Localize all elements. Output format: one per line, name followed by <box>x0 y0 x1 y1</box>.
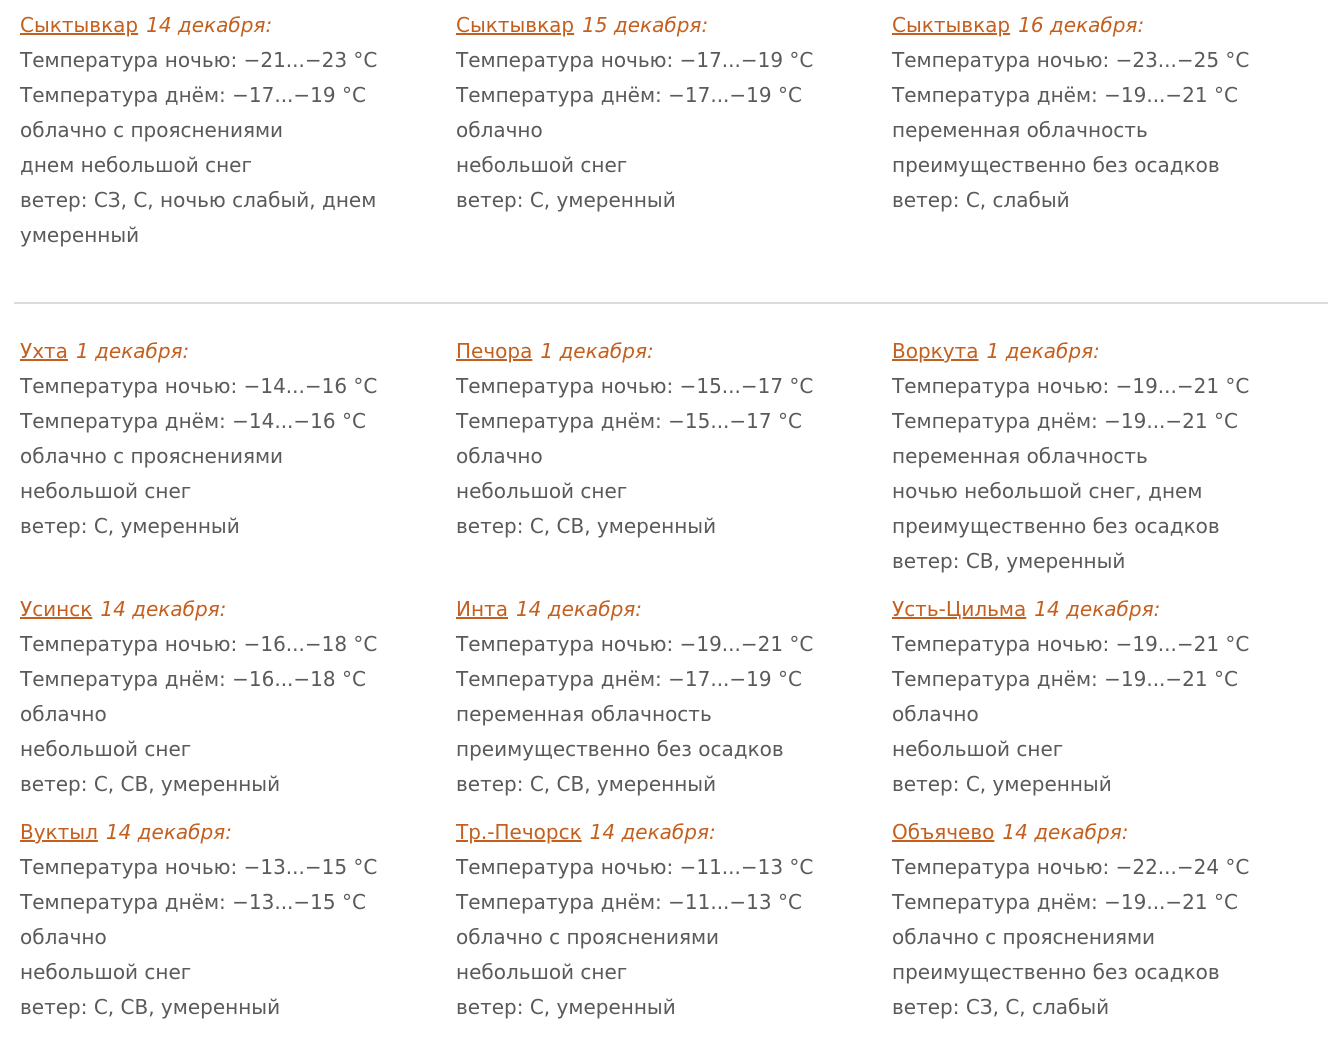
forecast-header <box>892 592 1328 627</box>
day-temperature: Температура днём: −13...−15 °C <box>20 890 366 914</box>
forecast-detail: ночью небольшой снег, днем <box>892 479 1203 503</box>
forecast-detail: небольшой снег <box>456 479 628 503</box>
day-temperature: Температура днём: −19...−21 °C <box>892 667 1238 691</box>
city-link[interactable]: Печора <box>456 339 533 363</box>
city-link[interactable]: Сыктывкар <box>892 13 1011 37</box>
night-temperature: Температура ночью: −17...−19 °C <box>456 48 814 72</box>
forecast-card <box>892 592 1328 802</box>
forecast-date: 1 декабря: <box>75 339 190 363</box>
night-temperature: Температура ночью: −13...−15 °C <box>20 855 378 879</box>
day-temperature: Температура днём: −11...−13 °C <box>456 890 802 914</box>
forecast-detail: небольшой снег <box>20 479 192 503</box>
forecast-detail: облачно с прояснениями <box>20 444 284 468</box>
day-temperature: Температура днём: −19...−21 °C <box>892 409 1238 433</box>
forecast-header <box>456 334 892 369</box>
forecast-detail: ветер: С, СВ, умеренный <box>456 514 717 538</box>
forecast-header <box>892 8 1328 43</box>
day-temperature: Температура днём: −19...−21 °C <box>892 890 1238 914</box>
forecast-detail: переменная облачность <box>892 118 1148 142</box>
forecast-detail: небольшой снег <box>20 960 192 984</box>
day-temperature: Температура днём: −15...−17 °C <box>456 409 802 433</box>
forecast-card <box>456 592 892 802</box>
forecast-card <box>20 815 456 1025</box>
forecast-card <box>892 815 1328 1025</box>
day-temperature: Температура днём: −19...−21 °C <box>892 83 1238 107</box>
night-temperature: Температура ночью: −21...−23 °C <box>20 48 378 72</box>
night-temperature: Температура ночью: −23...−25 °C <box>892 48 1250 72</box>
forecast-header <box>20 592 456 627</box>
city-link[interactable]: Инта <box>456 597 508 621</box>
night-temperature: Температура ночью: −15...−17 °C <box>456 374 814 398</box>
city-link[interactable]: Усть-Цильма <box>892 597 1027 621</box>
forecast-detail: облачно с прояснениями <box>20 118 284 142</box>
forecast-section-cities <box>0 334 1328 1038</box>
forecast-card <box>20 8 456 253</box>
forecast-detail: ветер: С, СВ, умеренный <box>20 995 281 1019</box>
forecast-date: 14 декабря: <box>105 820 232 844</box>
forecast-detail: небольшой снег <box>892 737 1064 761</box>
section-divider <box>14 302 1328 304</box>
forecast-card <box>456 815 892 1025</box>
forecast-detail: небольшой снег <box>456 153 628 177</box>
forecast-detail: облачно <box>20 925 107 949</box>
forecast-date: 14 декабря: <box>146 13 273 37</box>
city-link[interactable]: Усинск <box>20 597 93 621</box>
forecast-card <box>20 592 456 802</box>
forecast-date: 15 декабря: <box>582 13 709 37</box>
forecast-detail: преимущественно без осадков <box>456 737 784 761</box>
forecast-detail: облачно с прояснениями <box>892 925 1156 949</box>
night-temperature: Температура ночью: −16...−18 °C <box>20 632 378 656</box>
forecast-detail: умеренный <box>20 223 140 247</box>
forecast-header <box>20 334 456 369</box>
day-temperature: Температура днём: −17...−19 °C <box>456 83 802 107</box>
forecast-detail: облачно <box>456 444 543 468</box>
forecast-detail: небольшой снег <box>456 960 628 984</box>
forecast-detail: ветер: СЗ, С, ночью слабый, днем <box>20 188 377 212</box>
night-temperature: Температура ночью: −19...−21 °C <box>892 374 1250 398</box>
city-link[interactable]: Сыктывкар <box>456 13 575 37</box>
city-link[interactable]: Тр.-Печорск <box>456 820 582 844</box>
forecast-detail: переменная облачность <box>892 444 1148 468</box>
forecast-detail: небольшой снег <box>20 737 192 761</box>
forecast-detail: днем небольшой снег <box>20 153 252 177</box>
day-temperature: Температура днём: −17...−19 °C <box>20 83 366 107</box>
forecast-detail: преимущественно без осадков <box>892 153 1220 177</box>
forecast-detail: переменная облачность <box>456 702 712 726</box>
forecast-detail: преимущественно без осадков <box>892 514 1220 538</box>
forecast-header <box>456 8 892 43</box>
night-temperature: Температура ночью: −14...−16 °C <box>20 374 378 398</box>
forecast-header <box>456 592 892 627</box>
forecast-date: 1 декабря: <box>986 339 1100 363</box>
forecast-date: 14 декабря: <box>515 597 643 621</box>
forecast-section-syktyvkar <box>0 0 1328 266</box>
day-temperature: Температура днём: −14...−16 °C <box>20 409 366 433</box>
night-temperature: Температура ночью: −19...−21 °C <box>456 632 814 656</box>
night-temperature: Температура ночью: −11...−13 °C <box>456 855 814 879</box>
forecast-detail: ветер: СВ, умеренный <box>892 549 1126 573</box>
day-temperature: Температура днём: −17...−19 °C <box>456 667 802 691</box>
forecast-card <box>456 334 892 579</box>
forecast-date: 16 декабря: <box>1018 13 1145 37</box>
forecast-date: 14 декабря: <box>1002 820 1129 844</box>
forecast-card <box>892 334 1328 579</box>
forecast-detail: облачно <box>892 702 979 726</box>
city-link[interactable]: Объячево <box>892 820 995 844</box>
forecast-date: 1 декабря: <box>540 339 654 363</box>
forecast-date: 14 декабря: <box>589 820 716 844</box>
forecast-detail: ветер: С, умеренный <box>456 188 676 212</box>
forecast-header <box>456 815 892 850</box>
forecast-card <box>456 8 892 253</box>
city-link[interactable]: Сыктывкар <box>20 13 139 37</box>
forecast-header <box>892 815 1328 850</box>
forecast-detail: преимущественно без осадков <box>892 960 1220 984</box>
forecast-card <box>20 334 456 579</box>
forecast-header <box>20 815 456 850</box>
day-temperature: Температура днём: −16...−18 °C <box>20 667 366 691</box>
forecast-detail: облачно с прояснениями <box>456 925 720 949</box>
forecast-detail: ветер: С, умеренный <box>892 772 1112 796</box>
city-link[interactable]: Воркута <box>892 339 979 363</box>
forecast-detail: облачно <box>456 118 543 142</box>
forecast-date: 14 декабря: <box>100 597 227 621</box>
forecast-detail: ветер: С, СВ, умеренный <box>456 772 717 796</box>
forecast-header <box>20 8 456 43</box>
forecast-detail: ветер: С, слабый <box>892 188 1070 212</box>
forecast-detail: ветер: СЗ, С, слабый <box>892 995 1110 1019</box>
forecast-detail: облачно <box>20 702 107 726</box>
forecast-detail: ветер: С, умеренный <box>456 995 676 1019</box>
city-link[interactable]: Вуктыл <box>20 820 98 844</box>
forecast-date: 14 декабря: <box>1034 597 1161 621</box>
night-temperature: Температура ночью: −19...−21 °C <box>892 632 1250 656</box>
forecast-card <box>892 8 1328 253</box>
forecast-header <box>892 334 1328 369</box>
forecast-detail: ветер: С, СВ, умеренный <box>20 772 281 796</box>
city-link[interactable]: Ухта <box>20 339 68 363</box>
forecast-detail: ветер: С, умеренный <box>20 514 240 538</box>
night-temperature: Температура ночью: −22...−24 °C <box>892 855 1250 879</box>
